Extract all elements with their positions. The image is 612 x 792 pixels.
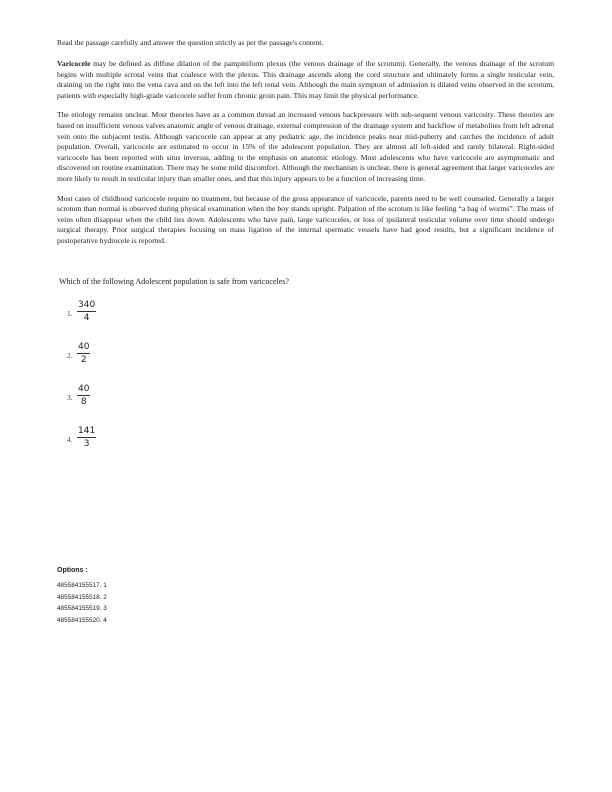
question-text: Which of the following Adolescent population is safe from varicoceles? [59,276,289,286]
options-list [57,580,107,626]
choice-fraction [77,426,96,449]
option-item: 485584155517. 1 [57,582,107,589]
fraction-numerator: 141 [78,425,96,436]
choice-label: 1. [67,308,73,318]
option-item: 485584155519. 3 [57,605,107,612]
fraction-numerator: 40 [78,341,90,352]
choice-fraction [77,342,90,365]
passage-paragraph-3: Most cases of childhood varicocele require no treatment, but because of the gross appearance of varicocele, parents need to be well counseled. Generally a larger scrotum than normal is observed during physical examination when the boy stands upright. Palpation of the scrotum is like feeling “a bag of worms”. The mass of veins often disappear when the child lies down. Adolescents who have pain, large varicoceles, or loss of ipsilateral testicular volume over time should undergo surgical therapy. Prior surgical therapies focusing on mass ligation of the internal spermatic vessels have had good results, but a significant incidence of postoperative hydrocele is reported. [57,193,554,245]
passage-term: Varicocele [57,59,91,68]
instruction-text: Read the passage carefully and answer the question strictly as per the passage's content. [57,38,324,47]
choice-list [67,300,554,470]
choice-fraction [77,384,90,407]
fraction-denominator: 4 [83,312,90,323]
question-page [57,38,554,470]
choice-label: 4. [67,434,73,444]
option-item: 485584155520. 4 [57,616,107,624]
fraction-denominator: 3 [83,438,90,449]
fraction-denominator: 8 [80,396,87,407]
passage-paragraph-1-text: may be defined as diffuse dilation of the pampiniform plexus (the venous drainage of the scrotum). Generally, the venous drainage of the scrotum begins with multiple scrotal veins that coalesce with the plexus. This drainage ascends along the cord structure and ultimately forms a single testicular vein, draining on the right into the vena cava and on the left into the left renal vein. Although the main symptom of admission is dilated veins observed in the scrotum, patients with especially high-grade varicocele suffer from chronic groin pain. This may limit the physical performance. [57,59,554,100]
choice-label: 3. [67,392,73,402]
fraction-numerator: 40 [78,383,90,394]
option-item: 485584155518. 2 [57,593,107,601]
passage-paragraph-1 [57,59,554,101]
fraction-denominator: 2 [80,354,87,365]
passage-paragraph-2: The etiology remains unclear. Most theories have as a common thread an increased venous backpressure with sub-sequent venous varicosity. These theories are based on insufficient venous valves anatomic angle of venous drainage, external compression of the drainage system and backflow of metabolites from left adrenal vein onto the subjacent testis. Although varicocele can appear at any pediatric age, the incidence peaks near mid-puberty and catches the incidence of adult population. Overall, varicocele are estimated to occur in 15% of the adolescent population. They are almost all left-sided and rarely bilateral. Right-sided varicocele has been reported with situs inversus, adding to the emphasis on anatomic etiology. Most adolescents who have varicocele are asymptomatic and discovered on routine examination. There may be some mild discomfort. Although the mechanism is unclear, there is general agreement that larger varicoceles are more likely to result in testicular injury than smaller ones, and that this injury appears to be a function of increasing time. [57,110,554,183]
fraction-numerator: 340 [78,299,96,310]
options-title: Options : [57,567,88,574]
choice-fraction [77,300,96,323]
choice-label: 2. [67,350,73,360]
